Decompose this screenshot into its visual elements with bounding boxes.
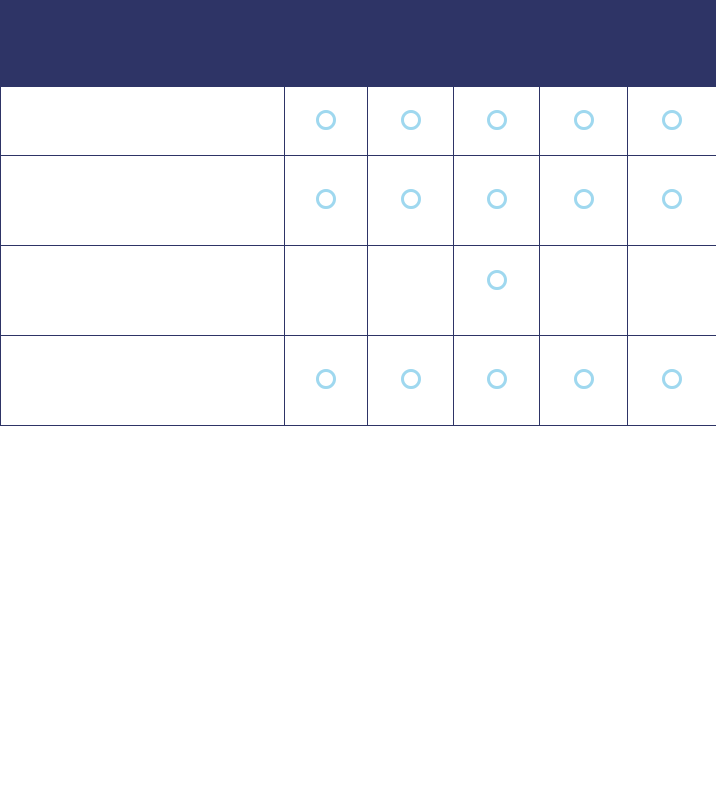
standard-name <box>1 87 285 156</box>
cell-ratchaburi-1 <box>540 156 628 246</box>
cell-lamphun <box>368 156 454 246</box>
site-header-ratchaburi-1 <box>540 1 628 87</box>
site-header-lamphun <box>368 1 454 87</box>
standard-name <box>1 156 285 246</box>
circle-icon <box>401 369 421 389</box>
circle-icon <box>574 189 594 209</box>
cell-lamphun <box>368 246 454 336</box>
circle-icon <box>662 369 682 389</box>
circle-icon <box>316 110 336 130</box>
circle-icon <box>487 369 507 389</box>
table-row <box>1 336 716 426</box>
site-header-chonburi <box>285 1 368 87</box>
circle-icon <box>662 189 682 209</box>
cell-rayong <box>454 246 540 336</box>
standard-name <box>1 246 285 336</box>
table-header-row <box>1 1 716 87</box>
cell-ratchaburi-2 <box>628 156 716 246</box>
site-header-ratchaburi-2 <box>628 1 716 87</box>
circle-icon <box>316 189 336 209</box>
cell-chonburi <box>285 336 368 426</box>
circle-icon <box>401 110 421 130</box>
circle-icon <box>401 189 421 209</box>
circle-icon <box>574 369 594 389</box>
table-row <box>1 87 716 156</box>
cell-ratchaburi-1 <box>540 336 628 426</box>
circle-icon <box>487 270 507 290</box>
circle-icon <box>487 110 507 130</box>
cell-rayong <box>454 156 540 246</box>
site-header-rayong <box>454 1 540 87</box>
circle-icon <box>662 110 682 130</box>
circle-icon <box>316 369 336 389</box>
cell-ratchaburi-2 <box>628 87 716 156</box>
standard-name <box>1 336 285 426</box>
standards-column-header <box>1 1 285 87</box>
cell-ratchaburi-2 <box>628 246 716 336</box>
cell-chonburi <box>285 246 368 336</box>
cell-lamphun <box>368 87 454 156</box>
cell-lamphun <box>368 336 454 426</box>
circle-icon <box>487 189 507 209</box>
circle-icon <box>574 110 594 130</box>
cell-rayong <box>454 87 540 156</box>
table-row <box>1 246 716 336</box>
cell-chonburi <box>285 156 368 246</box>
cell-ratchaburi-1 <box>540 87 628 156</box>
cell-rayong <box>454 336 540 426</box>
cell-ratchaburi-2 <box>628 336 716 426</box>
cell-ratchaburi-1 <box>540 246 628 336</box>
cell-chonburi <box>285 87 368 156</box>
table-row <box>1 156 716 246</box>
